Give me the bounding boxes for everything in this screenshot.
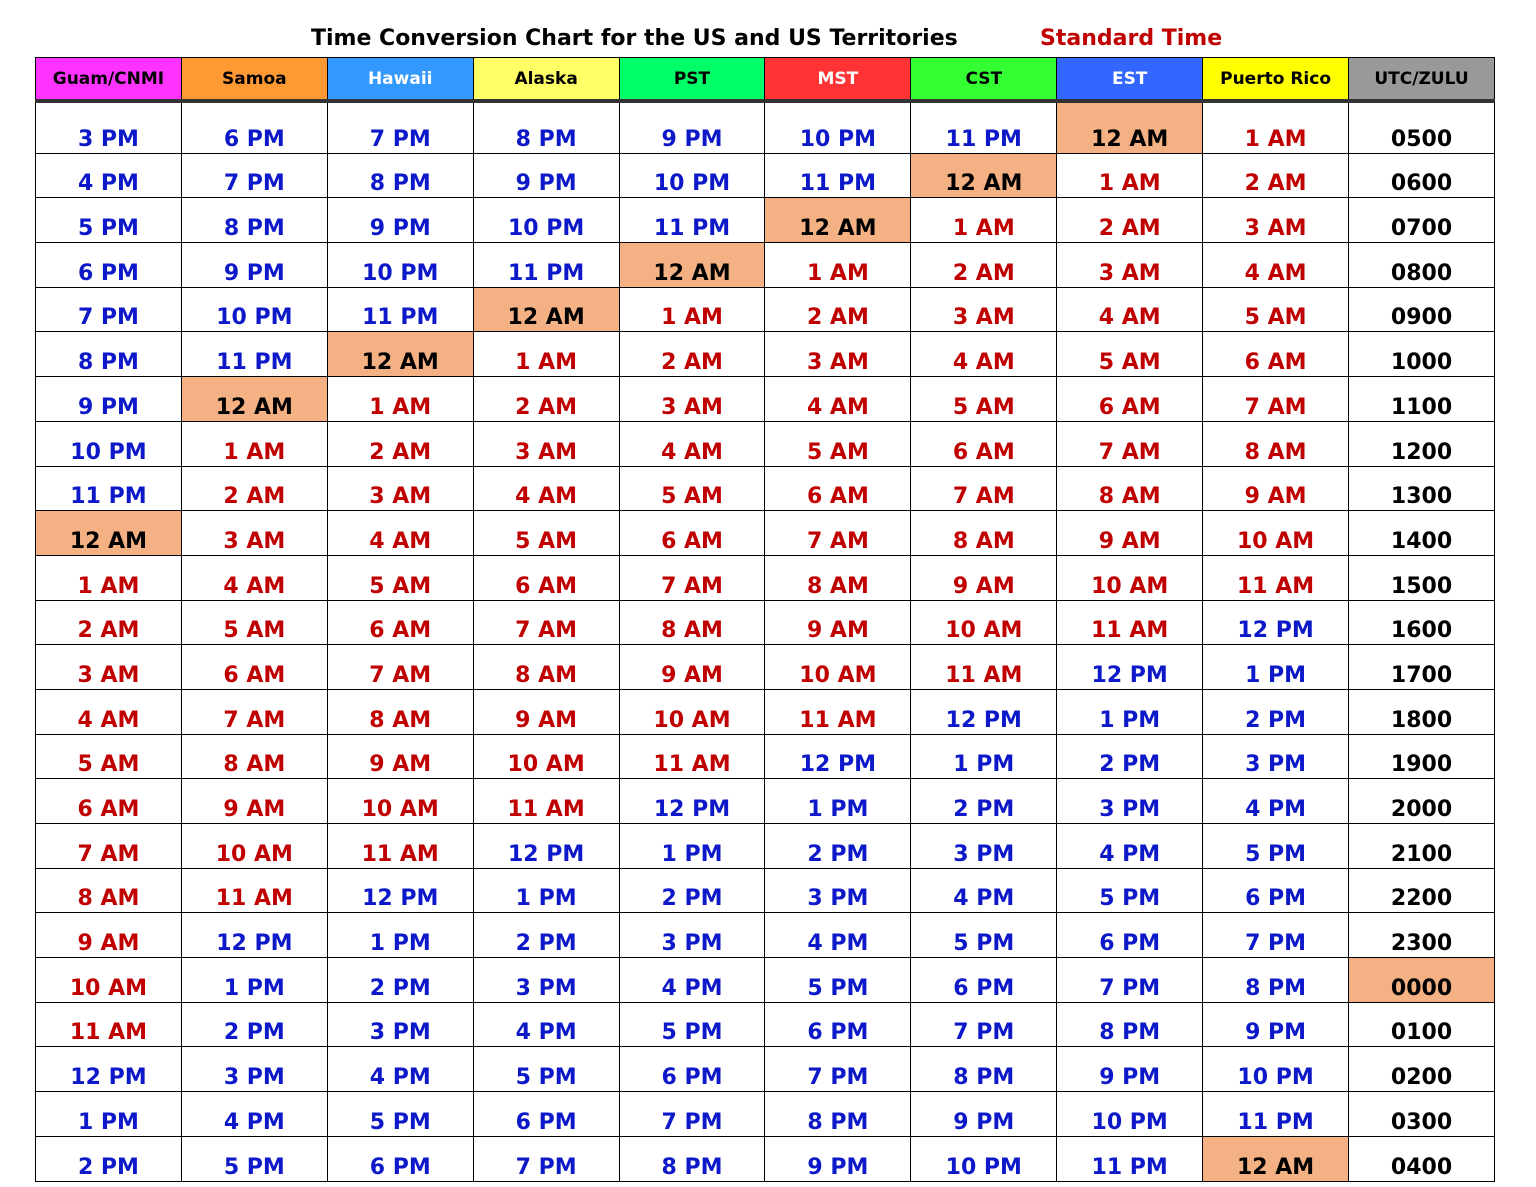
- column-header: Alaska: [473, 58, 619, 102]
- time-cell: 9 PM: [327, 198, 473, 243]
- time-cell: 12 AM: [36, 511, 182, 556]
- time-cell: 10 PM: [36, 421, 182, 466]
- time-cell: 10 PM: [1203, 1047, 1349, 1092]
- time-cell: 3 AM: [911, 287, 1057, 332]
- time-cell: 2 PM: [765, 824, 911, 869]
- time-cell: 4 AM: [1203, 243, 1349, 288]
- time-cell: 5 PM: [327, 1092, 473, 1137]
- time-cell: 11 PM: [619, 198, 765, 243]
- time-cell: 1 AM: [1057, 153, 1203, 198]
- time-cell: 11 PM: [181, 332, 327, 377]
- time-cell: 7 PM: [1057, 958, 1203, 1003]
- time-cell: 7 PM: [765, 1047, 911, 1092]
- time-cell: 5 PM: [765, 958, 911, 1003]
- time-cell: 3 AM: [1057, 243, 1203, 288]
- chart-subtitle: Standard Time: [1040, 26, 1223, 51]
- time-cell: 6 PM: [1203, 868, 1349, 913]
- time-cell: 1800: [1349, 689, 1495, 734]
- time-cell: 0100: [1349, 1002, 1495, 1047]
- time-cell: 5 AM: [1057, 332, 1203, 377]
- time-cell: 9 AM: [181, 779, 327, 824]
- time-cell: 1 PM: [473, 868, 619, 913]
- time-cell: 2 AM: [911, 243, 1057, 288]
- time-cell: 6 AM: [181, 645, 327, 690]
- time-cell: 7 AM: [1057, 421, 1203, 466]
- time-cell: 9 PM: [1057, 1047, 1203, 1092]
- time-cell: 6 PM: [911, 958, 1057, 1003]
- time-cell: 2 PM: [327, 958, 473, 1003]
- time-cell: 1 AM: [36, 555, 182, 600]
- header-row: [36, 58, 1495, 102]
- time-cell: 11 AM: [911, 645, 1057, 690]
- time-cell: 1 AM: [473, 332, 619, 377]
- time-cell: 10 PM: [473, 198, 619, 243]
- time-cell: 4 PM: [1057, 824, 1203, 869]
- time-cell: 7 AM: [473, 600, 619, 645]
- time-cell: 12 AM: [181, 377, 327, 422]
- time-cell: 2 PM: [473, 913, 619, 958]
- time-cell: 1400: [1349, 511, 1495, 556]
- time-cell: 1500: [1349, 555, 1495, 600]
- time-cell: 11 PM: [765, 153, 911, 198]
- time-cell: 3 PM: [1203, 734, 1349, 779]
- time-cell: 5 PM: [619, 1002, 765, 1047]
- time-cell: 4 PM: [327, 1047, 473, 1092]
- time-cell: 10 AM: [1203, 511, 1349, 556]
- time-cell: 2 PM: [619, 868, 765, 913]
- time-cell: 10 AM: [327, 779, 473, 824]
- table-row: [36, 734, 1495, 779]
- time-cell: 1 PM: [619, 824, 765, 869]
- time-cell: 9 AM: [911, 555, 1057, 600]
- time-cell: 3 AM: [765, 332, 911, 377]
- time-cell: 2 AM: [181, 466, 327, 511]
- time-cell: 1300: [1349, 466, 1495, 511]
- chart-title: Time Conversion Chart for the US and US Territories: [311, 26, 958, 51]
- time-cell: 8 PM: [1057, 1002, 1203, 1047]
- time-cell: 5 AM: [181, 600, 327, 645]
- time-cell: 4 PM: [36, 153, 182, 198]
- time-cell: 3 AM: [327, 466, 473, 511]
- column-header: Samoa: [181, 58, 327, 102]
- table-body: [36, 101, 1495, 1181]
- time-cell: 8 PM: [619, 1136, 765, 1181]
- column-header: Puerto Rico: [1203, 58, 1349, 102]
- time-cell: 11 AM: [473, 779, 619, 824]
- time-cell: 2 AM: [1057, 198, 1203, 243]
- time-cell: 2 PM: [181, 1002, 327, 1047]
- table-row: [36, 153, 1495, 198]
- time-cell: 3 PM: [36, 101, 182, 153]
- time-cell: 1 AM: [181, 421, 327, 466]
- time-cell: 5 PM: [473, 1047, 619, 1092]
- time-cell: 3 PM: [619, 913, 765, 958]
- time-cell: 5 PM: [1057, 868, 1203, 913]
- time-cell: 0500: [1349, 101, 1495, 153]
- time-cell: 5 PM: [911, 913, 1057, 958]
- time-cell: 12 PM: [911, 689, 1057, 734]
- time-cell: 1 AM: [1203, 101, 1349, 153]
- time-cell: 5 PM: [36, 198, 182, 243]
- time-cell: 12 AM: [1057, 101, 1203, 153]
- time-cell: 10 PM: [181, 287, 327, 332]
- table-row: [36, 101, 1495, 153]
- time-cell: 1100: [1349, 377, 1495, 422]
- time-cell: 7 AM: [765, 511, 911, 556]
- time-cell: 6 AM: [1203, 332, 1349, 377]
- time-cell: 4 AM: [36, 689, 182, 734]
- time-cell: 7 AM: [1203, 377, 1349, 422]
- time-cell: 4 AM: [619, 421, 765, 466]
- time-cell: 6 PM: [181, 101, 327, 153]
- time-cell: 10 AM: [473, 734, 619, 779]
- table-row: [36, 689, 1495, 734]
- time-cell: 6 AM: [473, 555, 619, 600]
- time-cell: 7 PM: [36, 287, 182, 332]
- time-cell: 2 AM: [36, 600, 182, 645]
- time-cell: 12 PM: [181, 913, 327, 958]
- time-cell: 10 AM: [765, 645, 911, 690]
- time-cell: 0600: [1349, 153, 1495, 198]
- time-cell: 5 AM: [619, 466, 765, 511]
- time-cell: 10 PM: [327, 243, 473, 288]
- time-cell: 6 AM: [1057, 377, 1203, 422]
- time-cell: 4 PM: [1203, 779, 1349, 824]
- time-cell: 3 PM: [1057, 779, 1203, 824]
- column-header: Guam/CNMI: [36, 58, 182, 102]
- time-cell: 8 AM: [911, 511, 1057, 556]
- time-cell: 1900: [1349, 734, 1495, 779]
- table-row: [36, 555, 1495, 600]
- time-cell: 10 PM: [619, 153, 765, 198]
- time-cell: 10 AM: [911, 600, 1057, 645]
- time-cell: 10 PM: [911, 1136, 1057, 1181]
- time-cell: 3 AM: [181, 511, 327, 556]
- time-cell: 8 AM: [619, 600, 765, 645]
- time-cell: 4 AM: [181, 555, 327, 600]
- time-cell: 6 PM: [327, 1136, 473, 1181]
- time-cell: 9 PM: [36, 377, 182, 422]
- time-cell: 11 AM: [181, 868, 327, 913]
- time-cell: 6 PM: [765, 1002, 911, 1047]
- time-cell: 0400: [1349, 1136, 1495, 1181]
- time-cell: 3 PM: [181, 1047, 327, 1092]
- time-cell: 2 PM: [1057, 734, 1203, 779]
- time-cell: 12 AM: [1203, 1136, 1349, 1181]
- time-cell: 1600: [1349, 600, 1495, 645]
- time-cell: 0200: [1349, 1047, 1495, 1092]
- time-cell: 7 PM: [473, 1136, 619, 1181]
- time-cell: 9 PM: [911, 1092, 1057, 1137]
- time-cell: 1 AM: [911, 198, 1057, 243]
- time-cell: 10 AM: [36, 958, 182, 1003]
- time-cell: 2 AM: [619, 332, 765, 377]
- table-row: [36, 198, 1495, 243]
- time-cell: 3 AM: [36, 645, 182, 690]
- table-row: [36, 779, 1495, 824]
- time-cell: 10 AM: [619, 689, 765, 734]
- time-cell: 8 AM: [181, 734, 327, 779]
- time-cell: 11 PM: [911, 101, 1057, 153]
- time-cell: 11 AM: [327, 824, 473, 869]
- time-cell: 1 AM: [619, 287, 765, 332]
- column-header: MST: [765, 58, 911, 102]
- time-cell: 2 AM: [327, 421, 473, 466]
- table-row: [36, 377, 1495, 422]
- time-cell: 7 AM: [327, 645, 473, 690]
- time-cell: 1 PM: [1203, 645, 1349, 690]
- time-cell: 2 AM: [1203, 153, 1349, 198]
- time-cell: 5 AM: [1203, 287, 1349, 332]
- time-cell: 5 AM: [765, 421, 911, 466]
- time-cell: 9 AM: [765, 600, 911, 645]
- time-cell: 1 PM: [1057, 689, 1203, 734]
- time-cell: 0800: [1349, 243, 1495, 288]
- time-cell: 8 PM: [1203, 958, 1349, 1003]
- time-cell: 6 PM: [619, 1047, 765, 1092]
- time-cell: 4 AM: [327, 511, 473, 556]
- time-cell: 9 AM: [473, 689, 619, 734]
- time-cell: 4 PM: [765, 913, 911, 958]
- time-cell: 4 PM: [911, 868, 1057, 913]
- time-cell: 11 PM: [473, 243, 619, 288]
- time-cell: 7 AM: [181, 689, 327, 734]
- table-row: [36, 243, 1495, 288]
- column-header: EST: [1057, 58, 1203, 102]
- time-cell: 1 PM: [911, 734, 1057, 779]
- time-cell: 3 AM: [1203, 198, 1349, 243]
- time-cell: 1700: [1349, 645, 1495, 690]
- table-row: [36, 958, 1495, 1003]
- table-row: [36, 511, 1495, 556]
- time-cell: 11 PM: [327, 287, 473, 332]
- time-cell: 2 AM: [765, 287, 911, 332]
- time-cell: 3 PM: [911, 824, 1057, 869]
- time-cell: 12 PM: [1203, 600, 1349, 645]
- time-cell: 2 PM: [911, 779, 1057, 824]
- time-cell: 12 AM: [473, 287, 619, 332]
- time-cell: 10 AM: [1057, 555, 1203, 600]
- time-cell: 7 PM: [181, 153, 327, 198]
- table-row: [36, 1092, 1495, 1137]
- time-cell: 1 PM: [765, 779, 911, 824]
- time-cell: 4 AM: [1057, 287, 1203, 332]
- time-cell: 1000: [1349, 332, 1495, 377]
- column-header: PST: [619, 58, 765, 102]
- time-cell: 8 PM: [327, 153, 473, 198]
- time-cell: 9 PM: [473, 153, 619, 198]
- time-conversion-table: [35, 57, 1495, 1182]
- time-cell: 5 AM: [911, 377, 1057, 422]
- time-cell: 8 PM: [36, 332, 182, 377]
- time-cell: 11 AM: [619, 734, 765, 779]
- table-row: [36, 824, 1495, 869]
- table-row: [36, 600, 1495, 645]
- time-cell: 6 AM: [911, 421, 1057, 466]
- time-cell: 6 PM: [473, 1092, 619, 1137]
- time-cell: 4 AM: [765, 377, 911, 422]
- time-cell: 11 AM: [36, 1002, 182, 1047]
- time-cell: 11 AM: [765, 689, 911, 734]
- time-cell: 2 PM: [1203, 689, 1349, 734]
- time-cell: 5 PM: [1203, 824, 1349, 869]
- time-cell: 12 PM: [765, 734, 911, 779]
- time-cell: 12 PM: [327, 868, 473, 913]
- time-cell: 4 PM: [619, 958, 765, 1003]
- time-cell: 12 AM: [765, 198, 911, 243]
- time-cell: 8 AM: [36, 868, 182, 913]
- time-cell: 6 PM: [1057, 913, 1203, 958]
- time-cell: 5 PM: [181, 1136, 327, 1181]
- time-cell: 8 AM: [765, 555, 911, 600]
- table-row: [36, 913, 1495, 958]
- time-cell: 10 PM: [1057, 1092, 1203, 1137]
- column-header: Hawaii: [327, 58, 473, 102]
- time-cell: 7 PM: [1203, 913, 1349, 958]
- time-cell: 9 PM: [765, 1136, 911, 1181]
- time-cell: 4 PM: [181, 1092, 327, 1137]
- time-cell: 0000: [1349, 958, 1495, 1003]
- time-cell: 12 PM: [473, 824, 619, 869]
- time-cell: 6 AM: [36, 779, 182, 824]
- time-cell: 7 PM: [911, 1002, 1057, 1047]
- time-cell: 10 PM: [765, 101, 911, 153]
- time-cell: 4 PM: [473, 1002, 619, 1047]
- time-cell: 9 AM: [327, 734, 473, 779]
- time-cell: 8 PM: [473, 101, 619, 153]
- time-cell: 9 AM: [36, 913, 182, 958]
- title-row: [0, 24, 1536, 58]
- time-cell: 4 AM: [911, 332, 1057, 377]
- time-cell: 11 PM: [1057, 1136, 1203, 1181]
- time-cell: 4 AM: [473, 466, 619, 511]
- time-cell: 9 PM: [181, 243, 327, 288]
- time-cell: 1 AM: [327, 377, 473, 422]
- table-row: [36, 645, 1495, 690]
- column-header: CST: [911, 58, 1057, 102]
- time-cell: 8 PM: [765, 1092, 911, 1137]
- time-cell: 3 PM: [473, 958, 619, 1003]
- time-cell: 2100: [1349, 824, 1495, 869]
- time-cell: 0300: [1349, 1092, 1495, 1137]
- time-cell: 3 AM: [619, 377, 765, 422]
- time-cell: 11 PM: [1203, 1092, 1349, 1137]
- time-cell: 9 AM: [1203, 466, 1349, 511]
- time-cell: 3 PM: [327, 1002, 473, 1047]
- time-cell: 3 AM: [473, 421, 619, 466]
- time-cell: 7 AM: [619, 555, 765, 600]
- table-row: [36, 421, 1495, 466]
- time-cell: 12 AM: [327, 332, 473, 377]
- table-row: [36, 287, 1495, 332]
- time-cell: 2 PM: [36, 1136, 182, 1181]
- time-cell: 12 PM: [619, 779, 765, 824]
- time-cell: 12 PM: [1057, 645, 1203, 690]
- time-cell: 11 AM: [1057, 600, 1203, 645]
- time-cell: 11 AM: [1203, 555, 1349, 600]
- time-cell: 8 AM: [1057, 466, 1203, 511]
- time-cell: 7 AM: [911, 466, 1057, 511]
- time-cell: 9 AM: [619, 645, 765, 690]
- time-cell: 10 AM: [181, 824, 327, 869]
- time-cell: 1 PM: [181, 958, 327, 1003]
- time-cell: 2 AM: [473, 377, 619, 422]
- time-cell: 1 PM: [327, 913, 473, 958]
- time-cell: 5 AM: [473, 511, 619, 556]
- time-cell: 12 AM: [911, 153, 1057, 198]
- table-row: [36, 868, 1495, 913]
- time-cell: 11 PM: [36, 466, 182, 511]
- time-cell: 1 PM: [36, 1092, 182, 1137]
- time-cell: 9 PM: [619, 101, 765, 153]
- time-cell: 7 AM: [36, 824, 182, 869]
- table-header: [36, 58, 1495, 102]
- time-cell: 6 AM: [619, 511, 765, 556]
- time-cell: 2200: [1349, 868, 1495, 913]
- time-cell: 0700: [1349, 198, 1495, 243]
- time-cell: 7 PM: [327, 101, 473, 153]
- time-cell: 7 PM: [619, 1092, 765, 1137]
- time-cell: 5 AM: [36, 734, 182, 779]
- time-cell: 8 PM: [181, 198, 327, 243]
- time-cell: 2000: [1349, 779, 1495, 824]
- time-cell: 6 PM: [36, 243, 182, 288]
- table-row: [36, 466, 1495, 511]
- time-cell: 8 AM: [327, 689, 473, 734]
- table-row: [36, 1136, 1495, 1181]
- time-cell: 6 AM: [327, 600, 473, 645]
- time-cell: 8 PM: [911, 1047, 1057, 1092]
- time-cell: 12 AM: [619, 243, 765, 288]
- time-cell: 9 PM: [1203, 1002, 1349, 1047]
- time-cell: 0900: [1349, 287, 1495, 332]
- time-cell: 5 AM: [327, 555, 473, 600]
- time-cell: 8 AM: [473, 645, 619, 690]
- time-cell: 3 PM: [765, 868, 911, 913]
- time-cell: 1 AM: [765, 243, 911, 288]
- time-cell: 2300: [1349, 913, 1495, 958]
- time-cell: 12 PM: [36, 1047, 182, 1092]
- time-cell: 9 AM: [1057, 511, 1203, 556]
- table-row: [36, 332, 1495, 377]
- table-row: [36, 1002, 1495, 1047]
- time-cell: 1200: [1349, 421, 1495, 466]
- table-row: [36, 1047, 1495, 1092]
- time-cell: 6 AM: [765, 466, 911, 511]
- column-header: UTC/ZULU: [1349, 58, 1495, 102]
- time-cell: 8 AM: [1203, 421, 1349, 466]
